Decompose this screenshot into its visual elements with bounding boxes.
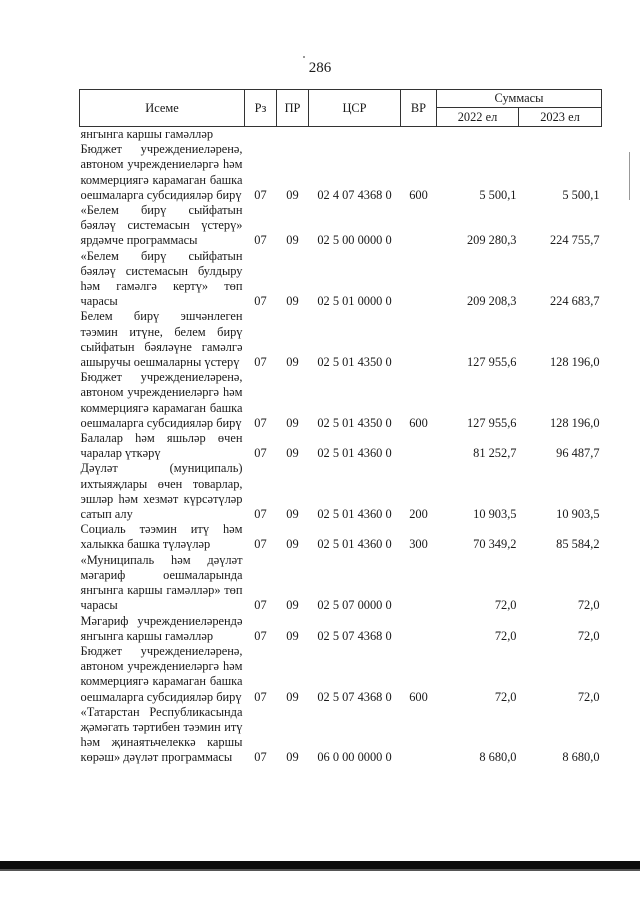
- header-sums: Суммасы: [437, 90, 602, 108]
- row-name: Бюджет учреждениеләренә, автоном учреждениеләргә һәм коммерциягә карамаган башка оешмаларга субсидияләр бирү: [80, 643, 243, 704]
- table-row: [80, 309, 602, 370]
- row-2023: 85 584,2: [556, 537, 600, 552]
- table-row: [80, 705, 602, 766]
- header-pr: ПР: [277, 90, 309, 127]
- row-2022: 8 680,0: [479, 750, 517, 765]
- row-name: Социаль тәэмин итү һәм халыкка башка түләүләр: [80, 522, 243, 552]
- row-name: «Татарстан Республикасында җәмәгать тәртибен тәэмин итү һәм җинаятьчелеккә каршы көрәш» дәүләт программасы: [80, 704, 243, 765]
- row-vr: [401, 203, 437, 249]
- row-vr: 300: [409, 537, 428, 552]
- row-name: «Белем бирү сыйфатын бәяләү системасын үстерү» ярдәмче программасы: [80, 203, 243, 248]
- row-vr: 200: [409, 507, 428, 522]
- header-csr: ЦСР: [309, 90, 401, 127]
- row-csr: 02 5 01 4350 0: [317, 415, 392, 430]
- row-2023: 96 487,7: [556, 446, 600, 461]
- row-rz: [245, 127, 277, 143]
- header-year-2023: 2023 ел: [519, 108, 602, 127]
- row-2022: 10 903,5: [473, 507, 517, 522]
- row-vr: [401, 127, 437, 143]
- table-body: [80, 127, 602, 766]
- row-pr: 09: [286, 355, 299, 370]
- row-vr: 600: [409, 187, 428, 202]
- table-row: [80, 644, 602, 705]
- row-2023: 128 196,0: [549, 355, 600, 370]
- row-name: Дәүләт (муниципаль) ихтыяҗлары өчен товарлар, эшләр һәм хезмәт күрсәтүләр сатып алу: [80, 461, 243, 522]
- row-pr: 09: [286, 598, 299, 613]
- table-row: [80, 461, 602, 522]
- row-2023: [519, 127, 602, 143]
- row-pr: 09: [286, 628, 299, 643]
- scan-edge-shadow: [0, 869, 640, 871]
- scan-margin-line: [629, 152, 630, 200]
- row-2022: 81 252,7: [473, 446, 517, 461]
- header-rz: Рз: [245, 90, 277, 127]
- table-row: [80, 614, 602, 644]
- row-2022: 127 955,6: [466, 355, 517, 370]
- row-csr: 02 5 01 4360 0: [317, 446, 392, 461]
- scan-edge-bar: [0, 861, 640, 869]
- row-csr: 02 5 07 0000 0: [317, 598, 392, 613]
- row-2022: 209 208,3: [466, 294, 517, 309]
- row-pr: 09: [286, 750, 299, 765]
- row-name: «Муниципаль һәм дәүләт мәгариф оешмаларында янгынга каршы гамәлләр» төп чарасы: [80, 552, 243, 613]
- row-2023: 5 500,1: [562, 187, 600, 202]
- table-row: [80, 370, 602, 431]
- row-2023: 72,0: [577, 689, 600, 704]
- row-2023: 10 903,5: [556, 507, 600, 522]
- row-csr: 02 5 01 4360 0: [317, 507, 392, 522]
- page-number: 286: [308, 60, 332, 76]
- scan-speck: [303, 56, 305, 58]
- row-2022: 70 349,2: [473, 537, 517, 552]
- row-rz: 07: [254, 355, 267, 370]
- row-pr: 09: [286, 415, 299, 430]
- row-name: Мәгариф учреждениеләрендә янгынга каршы гамәлләр: [80, 613, 243, 643]
- row-csr: [309, 127, 401, 143]
- row-vr: 600: [409, 415, 428, 430]
- row-2023: 224 683,7: [549, 294, 600, 309]
- row-name: янгынга каршы гамәлләр: [80, 127, 214, 141]
- row-csr: 02 5 07 4368 0: [317, 689, 392, 704]
- row-csr: 02 5 01 0000 0: [317, 294, 392, 309]
- header-vr: ВР: [401, 90, 437, 127]
- row-csr: 06 0 00 0000 0: [317, 750, 392, 765]
- row-rz: 07: [254, 294, 267, 309]
- row-2022: 5 500,1: [479, 187, 517, 202]
- row-rz: 07: [254, 750, 267, 765]
- row-vr: [401, 614, 437, 644]
- table-row: [80, 553, 602, 614]
- row-csr: 02 4 07 4368 0: [317, 187, 392, 202]
- row-2022: 72,0: [494, 598, 517, 613]
- row-2022: 72,0: [494, 628, 517, 643]
- row-vr: [401, 309, 437, 370]
- row-pr: 09: [286, 689, 299, 704]
- row-pr: 09: [286, 446, 299, 461]
- row-rz: 07: [254, 507, 267, 522]
- row-pr: 09: [286, 537, 299, 552]
- row-csr: 02 5 00 0000 0: [317, 233, 392, 248]
- row-2022: 72,0: [494, 689, 517, 704]
- row-rz: 07: [254, 628, 267, 643]
- row-rz: 07: [254, 537, 267, 552]
- row-name: Балалар һәм яшьләр өчен чаралар үткәрү: [80, 431, 243, 461]
- row-2023: 224 755,7: [549, 233, 600, 248]
- header-name: Исеме: [80, 90, 245, 127]
- table-row: [80, 431, 602, 461]
- row-pr: 09: [286, 294, 299, 309]
- row-csr: 02 5 01 4350 0: [317, 355, 392, 370]
- row-rz: 07: [254, 689, 267, 704]
- table-row: [80, 522, 602, 552]
- row-vr: [401, 249, 437, 310]
- table-header: [80, 90, 602, 127]
- row-rz: 07: [254, 233, 267, 248]
- row-name: Бюджет учреждениеләренә, автоном учреждениеләргә һәм коммерциягә карамаган башка оешмаларга субсидияләр бирү: [80, 142, 243, 202]
- row-2022: 209 280,3: [466, 233, 517, 248]
- table-row: [80, 142, 602, 203]
- table-row: [80, 249, 602, 310]
- row-vr: [401, 553, 437, 614]
- row-2023: 72,0: [577, 598, 600, 613]
- row-name: «Белем бирү сыйфатын бәяләү системасын булдыру һәм гамәлгә кертү» төп чарасы: [80, 248, 243, 309]
- row-rz: 07: [254, 187, 267, 202]
- row-pr: 09: [286, 187, 299, 202]
- row-vr: [401, 705, 437, 766]
- row-vr: [401, 431, 437, 461]
- row-2023: 128 196,0: [549, 415, 600, 430]
- budget-table: [79, 89, 602, 766]
- row-vr: 600: [409, 689, 428, 704]
- row-csr: 02 5 07 4368 0: [317, 628, 392, 643]
- row-rz: 07: [254, 446, 267, 461]
- row-rz: 07: [254, 598, 267, 613]
- row-2023: 8 680,0: [562, 750, 600, 765]
- row-pr: 09: [286, 507, 299, 522]
- row-csr: 02 5 01 4360 0: [317, 537, 392, 552]
- row-pr: 09: [286, 233, 299, 248]
- row-2022: 127 955,6: [466, 415, 517, 430]
- row-name: Белем бирү эшчәнлеген тәэмин итүне, белем бирү сыйфатын бәяләүне гамәлгә ашыручы оешмаларны үстерү: [80, 309, 243, 370]
- header-year-2022: 2022 ел: [437, 108, 519, 127]
- row-2023: 72,0: [577, 628, 600, 643]
- table-row: [80, 127, 602, 143]
- row-rz: 07: [254, 415, 267, 430]
- row-pr: [277, 127, 309, 143]
- row-2022: [437, 127, 519, 143]
- row-name: Бюджет учреждениеләренә, автоном учреждениеләргә һәм коммерциягә карамаган башка оешмаларга субсидияләр бирү: [80, 370, 243, 430]
- table-row: [80, 203, 602, 249]
